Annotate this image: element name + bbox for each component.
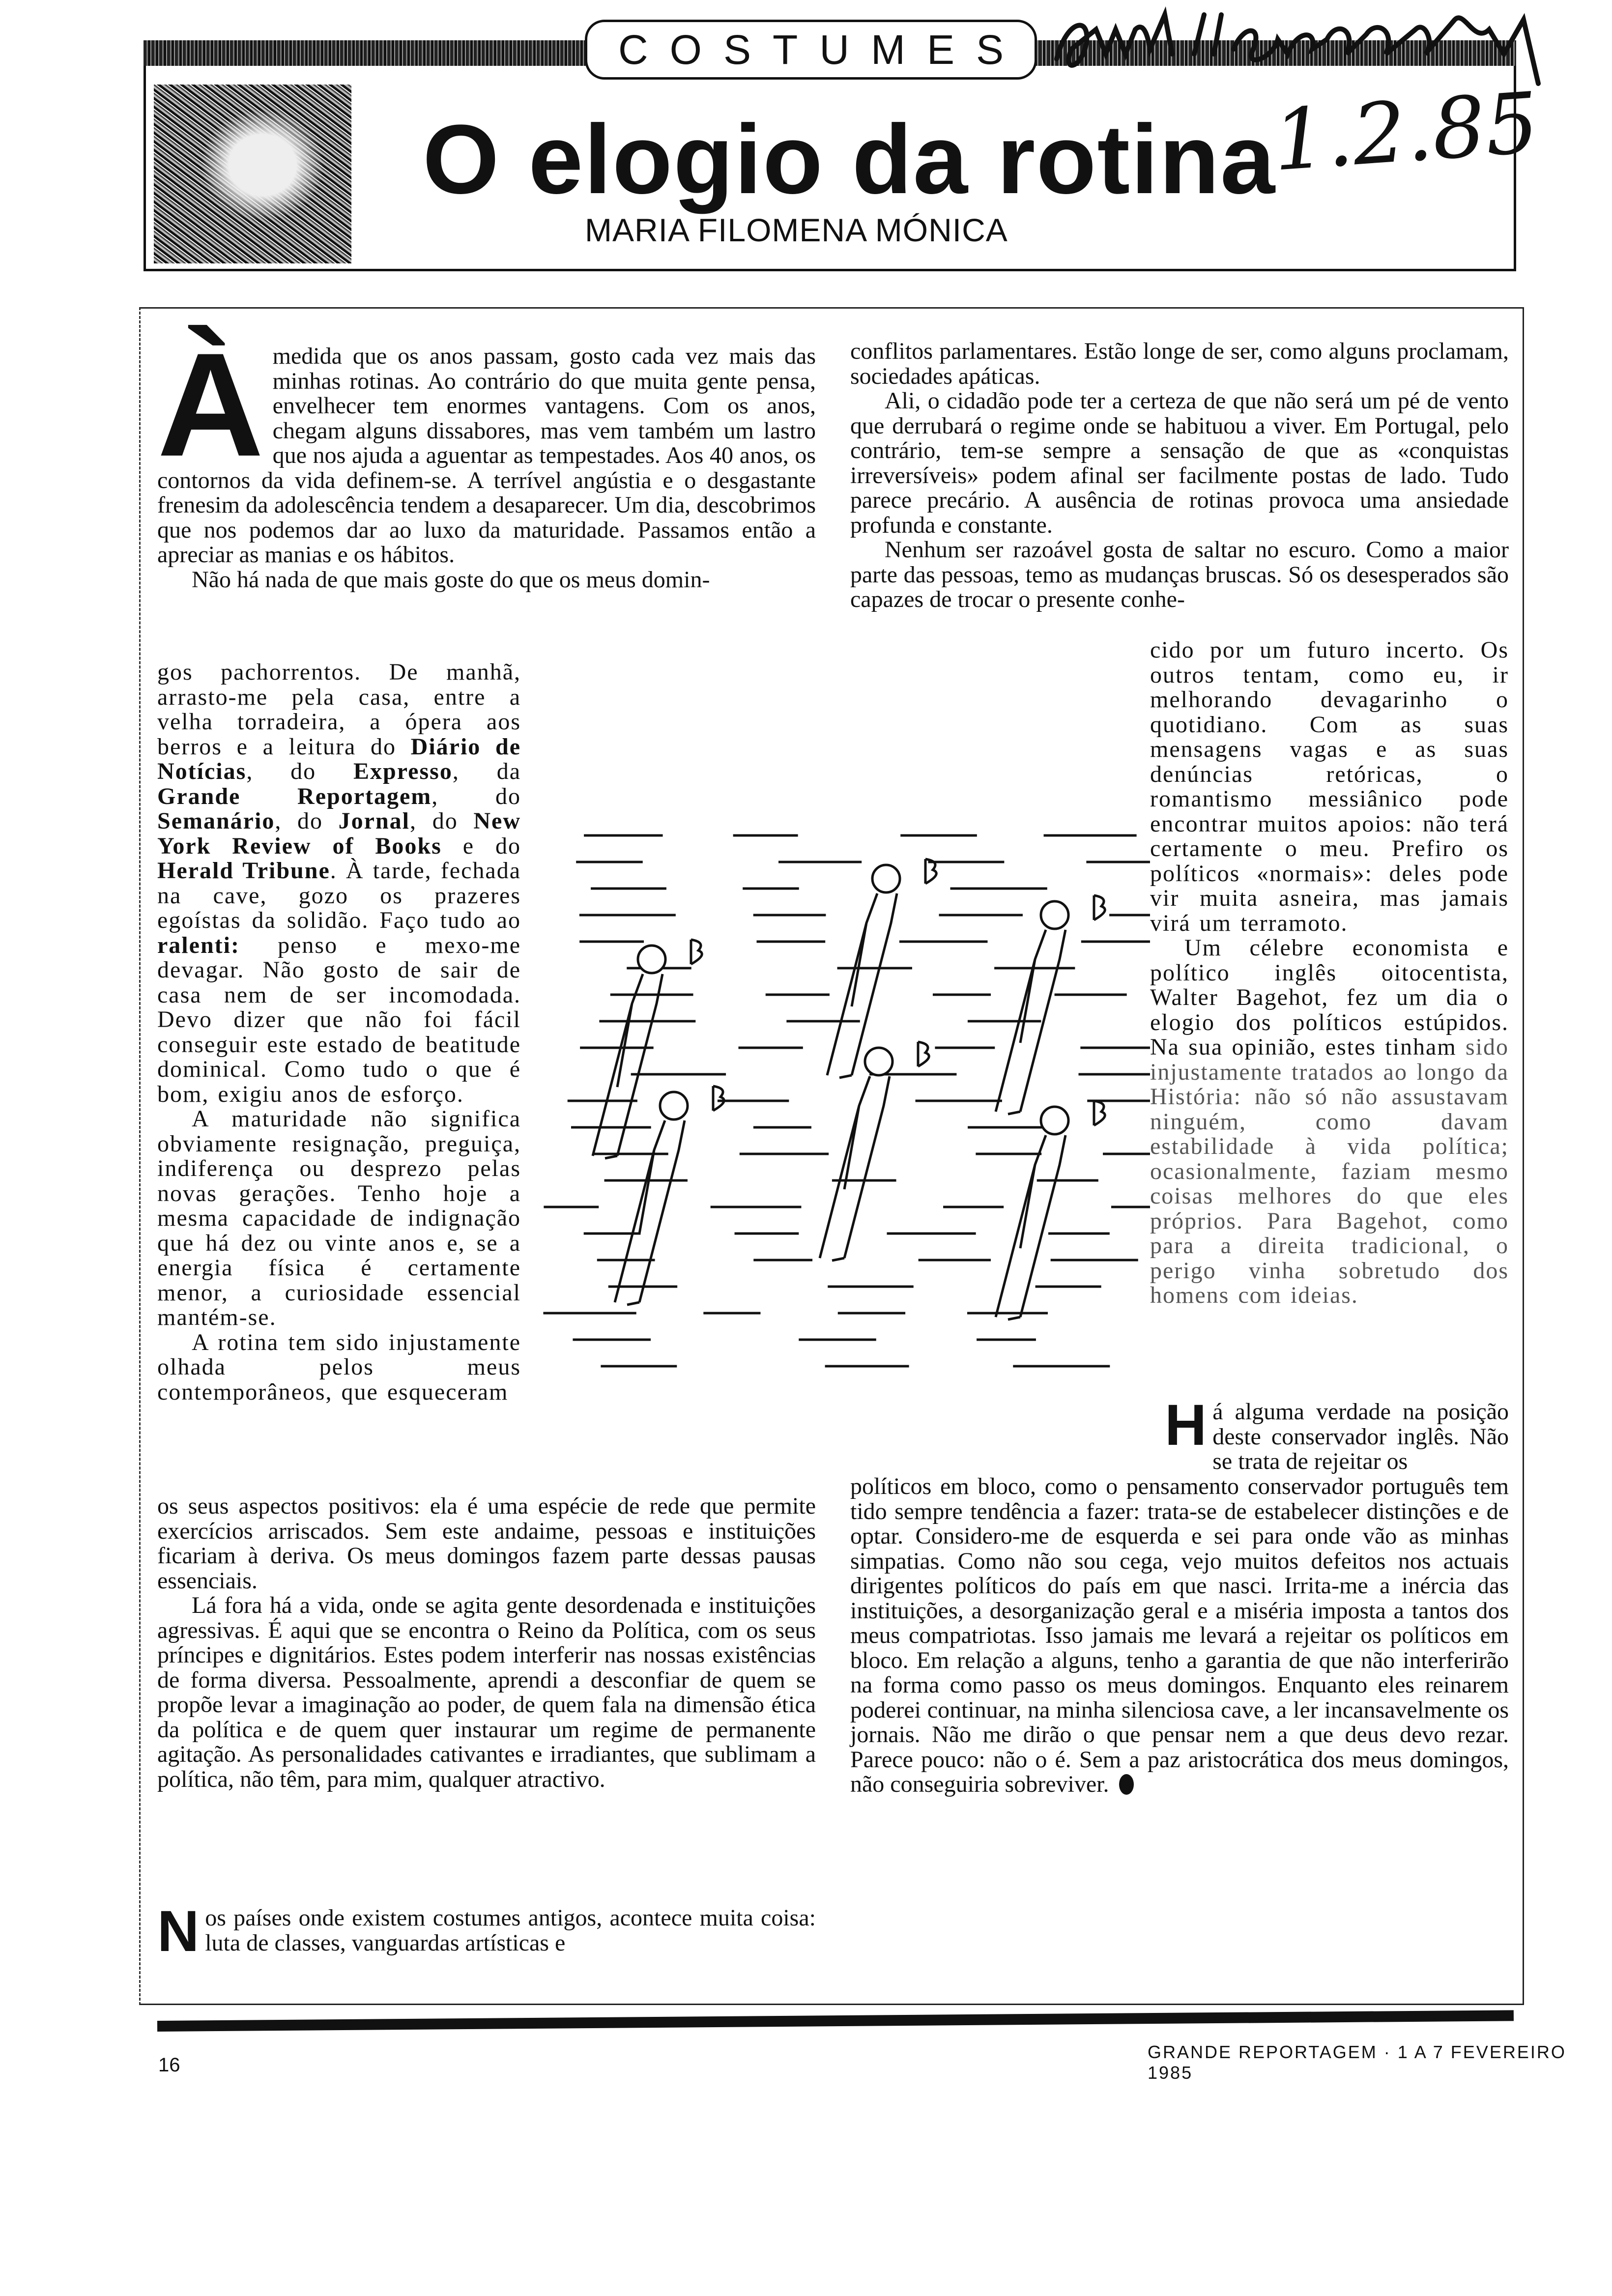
paragraph: os seus aspectos positivos: ela é uma espécie de rede que permite exercícios arriscados. Sem este andaime, pessoas e instituições ficariam à deriva. Os meus domingos fazem parte dessas pausas essenciais. [157, 1493, 816, 1594]
paragraph: A maturidade não significa obviamente resignação, preguiça, indiferença ou desprezo pelas novas gerações. Tenho hoje a mesma capacidade de indignação que há dez ou vinte anos e, se a energia física é certamente menor, a curiosidade essencial mantém-se. [157, 1106, 521, 1330]
newspaper-name: Diário de Notícias [157, 733, 521, 784]
newspaper-name: Grande Reportagem [157, 783, 432, 809]
author-photo [154, 85, 351, 263]
text-run: políticos em bloco, como o pensamento conservador português tem tido sempre tendência a fazer: trata-se de estabelecer distinções e de optar. Considero-me de esquerda e sei para onde vão as minhas simpatias. Como não sou cega, vejo muitos defeitos nos actuais dirigentes políticos do país em que nasci. Irrita-me a inércia das instituições, a desorganização geral e a miséria imposta a tantos dos meus compatriotas. Isso jamais me levará a rejeitar os políticos em bloco. Em relação a alguns, tenho a garantia de que não interferirão na forma como passo os meus domingos. Enquanto eles reinarem poderei continuar, na minha silenciosa cave, a ler incansavelmente os jornais. Não me dirão o que pensar nem a que deus devo rezar. Parece pouco: não o é. Sem a paz aristocrática dos meus domingos, não conseguiria sobreviver. [850, 1473, 1509, 1797]
emphasis: ralenti: [157, 932, 240, 958]
paragraph: Não há nada de que mais goste do que os meus domin- [192, 566, 710, 593]
newspaper-name: Semanário [157, 808, 275, 834]
newspaper-name: Jornal [338, 808, 410, 834]
falling-figure [996, 895, 1105, 1114]
figure-head [660, 1092, 688, 1119]
page-number: 16 [158, 2054, 180, 2076]
newspaper-name: New York Review of Books [157, 808, 521, 859]
falling-figure [615, 1086, 724, 1305]
paragraph [1150, 936, 1509, 1308]
paragraph [850, 1474, 1509, 1797]
text-run: , do [246, 758, 354, 784]
article-body-left-bottom [157, 1494, 816, 1792]
article-body-right-narrow [1150, 638, 1509, 1308]
article-body-left-narrow [157, 660, 521, 1405]
speech-mark [691, 940, 702, 964]
article-author: MARIA FILOMENA MÓNICA [585, 212, 1008, 248]
speech-mark [1094, 1101, 1105, 1125]
text-run: , do [432, 783, 521, 809]
illustration-falling-figures [526, 821, 1157, 1383]
drop-cap: À [157, 322, 264, 487]
article-body-left-top [157, 322, 816, 593]
text-run: e do [441, 832, 521, 859]
handwritten-date: 1.2.85 [1269, 74, 1542, 190]
paragraph: Ali, o cidadão pode ter a certeza de que não será um pé de vento que derrubará o regime onde se habituou a viver. Em Portugal, pelo contrário, tem-se sempre a sensação de que as «conquistas irreversíveis» podem afinal ser facilmente postas de lado. Tudo parece precário. A ausência de rotinas provoca uma ansiedade profunda e constante. [850, 388, 1509, 538]
text-run: , do [275, 808, 339, 834]
paragraph: os países onde existem costumes antigos, acontece muita coisa: luta de classes, vanguardas artísticas e [205, 1905, 816, 1956]
footer-publication-credit: GRANDE REPORTAGEM · 1 A 7 FEVEREIRO 1985 [1148, 2042, 1566, 2083]
text-run: , da [452, 758, 521, 784]
text-run: penso e mexo-me devagar. Não gosto de sair de casa nem de ser incomodada. Devo dizer que não foi fácil conseguir este estado de beatitude dominical. Como tudo o que é bom, exigiu anos de esforço. [157, 932, 521, 1107]
section-label: COSTUMES [585, 20, 1037, 80]
figure-head [1041, 1107, 1068, 1134]
speech-mark [1094, 895, 1105, 920]
figure-head [1041, 901, 1068, 929]
paragraph: conflitos parlamentares. Estão longe de ser, como alguns proclamam, sociedades apáticas. [850, 338, 1509, 389]
footer-rule [157, 2010, 1514, 2032]
paragraph: medida que os anos passam, gosto cada vez mais das minhas rotinas. Ao contrário do que muita gente pensa, envelhecer tem enormes vantagens. Com os anos, chegam alguns dissabores, mas vem também um lastro que nos ajuda a aguentar as tempestades. Aos 40 anos, os contornos da vida definem-se. A terrível angústia e o desgastante frenesim da adolescência tendem a desaparecer. Um dia, descobrimos que nos podemos dar ao luxo da maturidade. Passamos então a apreciar as manias e os hábitos. [157, 343, 816, 568]
figure-head [865, 1048, 892, 1075]
article-body-right-bottom [850, 1474, 1509, 1797]
drop-cap: N [157, 1899, 200, 1964]
speech-mark [918, 1042, 929, 1066]
text-run: gos pachorrentos. De manhã, arrasto-me pela casa, entre a velha torradeira, a ópera aos berros e a leitura do [157, 659, 521, 760]
text-run: . À tarde, fechada na cave, gozo os prazeres egoístas da solidão. Faço tudo ao [157, 858, 521, 933]
drop-cap: H [1165, 1393, 1207, 1458]
figure-body [996, 1135, 1065, 1320]
paragraph: Nenhum ser razoável gosta de saltar no escuro. Como a maior parte das pessoas, temo as mudanças bruscas. Só os desesperados são capazes de trocar o presente conhe- [850, 537, 1509, 612]
paragraph: á alguma verdade na posição deste conservador inglês. Não se trata de rejeitar os [1212, 1399, 1509, 1474]
article-title: O elogio da rotina [423, 105, 1276, 214]
figure-head [872, 865, 900, 892]
figure-body [820, 1076, 890, 1261]
figure-body [615, 1120, 685, 1305]
newspaper-name: Herald Tribune [157, 858, 330, 884]
text-run: Um célebre economista e político inglês oitocentista, Walter Bagehot, fez um dia o elogio dos políticos estúpidos. Na sua opinião, estes tinham [1150, 935, 1509, 1060]
handwritten-scribble [1032, 0, 1573, 98]
figure-body [593, 974, 662, 1158]
end-of-article-mark [1119, 1774, 1134, 1795]
article-body-right-section [1165, 1393, 1509, 1474]
paragraph: cido por um futuro incerto. Os outros tentam, como eu, ir melhorando devagarinho o quotidiano. Com as suas mensagens vagas e as suas denúncias retóricas, o romantismo messiânico pode encontrar muitos apoios: não terá certamente o meu. Prefiro os políticos «normais»: deles pode vir muita asneira, mas jamais virá um terramoto. [1150, 637, 1509, 936]
article-body-left-section [157, 1899, 816, 1964]
speech-mark [713, 1086, 724, 1111]
paragraph: Lá fora há a vida, onde se agita gente desordenada e instituições agressivas. É aqui que se encontra o Reino da Política, com os seus príncipes e dignitários. Estes podem interferir nas nossas existências de forma diversa. Pessoalmente, aprendi a desconfiar de quem se propõe levar a imaginação ao poder, de quem fala na dimensão ética da política e de quem quer instaurar um regime de permanente agitação. As personalidades cativantes e irradiantes, que sublimam a política, não têm, para mim, qualquer atractivo. [157, 1592, 816, 1792]
header-texture-band-left [144, 40, 588, 66]
text-run: , do [410, 808, 474, 834]
newspaper-name: Expresso [353, 758, 453, 784]
text-run-faded: sido injustamente tratados ao longo da História: não só não assustavam ninguém, como davam estabilidade à vida política; ocasionalmente, faziam mesmo coisas melhores do que eles próprios. Para Bagehot, como para a direita tradicional, o perigo vinha sobretudo dos homens com ideias. [1150, 1034, 1509, 1308]
paragraph: A rotina tem sido injustamente olhada pelos meus contemporâneos, que esqueceram [157, 1329, 521, 1405]
figure-head [638, 946, 665, 973]
paragraph [157, 660, 521, 1107]
article-body-right-top [850, 339, 1509, 612]
